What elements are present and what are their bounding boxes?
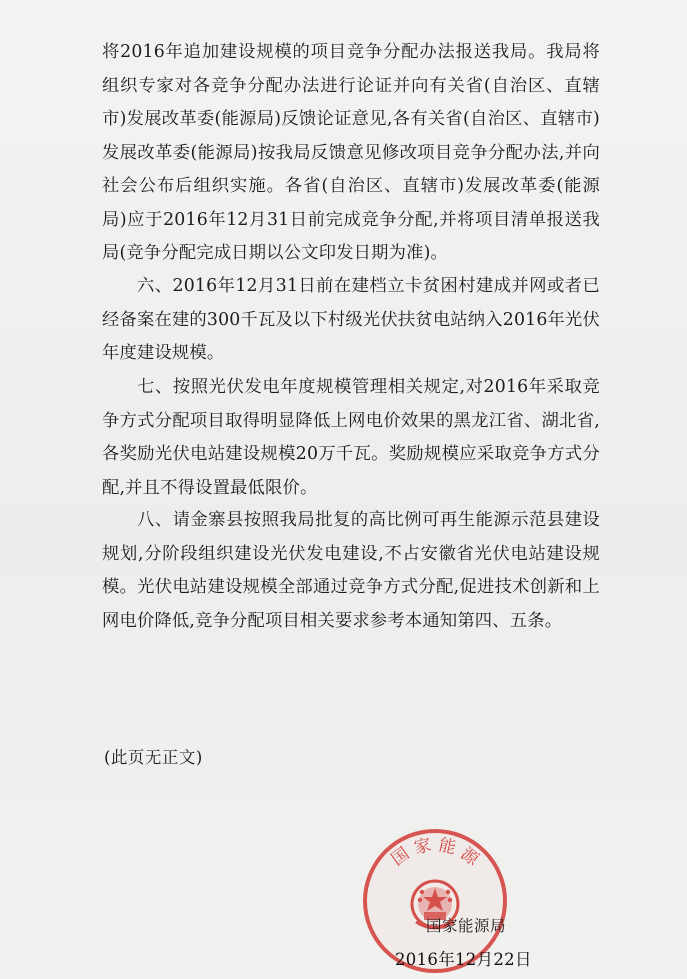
- paragraph-item-seven: [102, 371, 600, 505]
- issue-date: 2016年12月22日: [395, 950, 532, 969]
- no-body-note: (此页无正文): [104, 748, 203, 767]
- paragraph-text: 七、按照光伏发电年度规模管理相关规定,对2016年采取竞争方式分配项目取得明显降低上网电价效果的黑龙江省、湖北省,各奖励光伏电站建设规模20万千瓦。奖励规模应采取竞争方式分配,并且不得设置最低限价。: [102, 377, 600, 498]
- paragraph-continued: [102, 36, 600, 271]
- paragraph-text: 将2016年追加建设规模的项目竞争分配办法报送我局。我局将组织专家对各竞争分配办法进行论证并向有关省(自治区、直辖市)发展改革委(能源局)反馈论证意见,各有关省(自治区、直辖市)发展改革委(能源局)按我局反馈意见修改项目竞争分配办法,并向社会公布后组织实施。各省(自治区、直辖市)发展改革委(能源局)应于2016年12月31日前完成竞争分配,并将项目清单报送我局(竞争分配完成日期以公文印发日期为准)。: [102, 42, 600, 263]
- issuing-authority: 国家能源局: [426, 917, 507, 935]
- paragraph-item-eight: [102, 504, 600, 638]
- seal-arc-text: 国 家 能 源: [387, 835, 483, 870]
- paragraph-text: 八、请金寨县按照我局批复的高比例可再生能源示范县建设规划,分阶段组织建设光伏发电建设,不占安徽省光伏电站建设规模。光伏电站建设规模全部通过竞争方式分配,促进技术创新和上网电价降低,竞争分配项目相关要求参考本通知第四、五条。: [102, 510, 600, 631]
- paragraph-item-six: [102, 270, 600, 371]
- paragraph-text: 六、2016年12月31日前在建档立卡贫困村建成并网或者已经备案在建的300千瓦及以下村级光伏扶贫电站纳入2016年光伏年度建设规模。: [102, 276, 600, 363]
